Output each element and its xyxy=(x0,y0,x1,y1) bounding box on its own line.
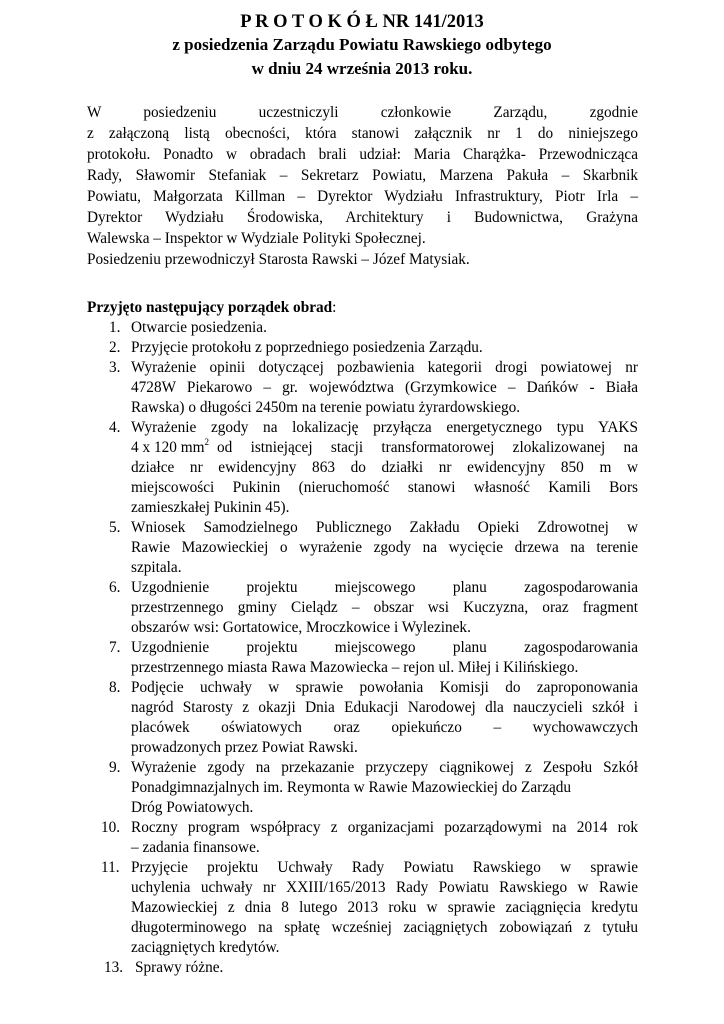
protocol-subtitle: z posiedzenia Zarządu Powiatu Rawskiego odbytego xyxy=(172,35,552,54)
intro-line: Rady, Sławomir Stefaniak – Sekretarz Powiatu, Marzena Pakuła – Skarbnik xyxy=(87,167,638,184)
agenda-item-text: uchylenia uchwały nr XXIII/165/2013 Rady Powiatu Rawskiego w Rawie xyxy=(131,879,638,896)
agenda-item-number: 13. xyxy=(104,959,124,976)
agenda-item-number: 2. xyxy=(109,339,121,356)
agenda-item-text: 4728W Piekarowo – gr. województwa (Grzymkowice – Dańków - Biała xyxy=(131,379,638,396)
agenda-item-text: Mazowieckiej z dnia 8 lutego 2013 roku w sprawie zaciągnięcia kredytu xyxy=(131,899,638,916)
agenda-item-text: Wyrażenie zgody na przekazanie przyczepy ciągnikowej z Zespołu Szkół xyxy=(131,759,638,776)
intro-line: z załączoną listą obecności, która stanowi załącznik nr 1 do niniejszego xyxy=(87,125,638,142)
agenda-item-text: Ponadgimnazjalnych im. Reymonta w Rawie Mazowieckiej do Zarządu xyxy=(131,779,572,796)
agenda-item-text: Uzgodnienie projektu miejscowego planu zagospodarowania xyxy=(131,579,638,596)
agenda-item-text: Wyrażenie opinii dotyczącej pozbawienia kategorii drogi powiatowej nr xyxy=(131,359,638,376)
agenda-item-number: 7. xyxy=(109,639,121,656)
agenda-item-text: Sprawy różne. xyxy=(135,959,224,976)
agenda-item-number: 11. xyxy=(101,859,120,876)
chairperson-line: Posiedzeniu przewodniczył Starosta Rawski – Józef Matysiak. xyxy=(87,251,470,268)
agenda-item-number: 5. xyxy=(109,519,121,536)
intro-line: Powiatu, Małgorzata Killman – Dyrektor Wydziału Infrastruktury, Piotr Irla – xyxy=(87,188,638,205)
agenda-item-text: zaciągniętych kredytów. xyxy=(131,939,280,956)
intro-line: Dyrektor Wydziału Środowiska, Architektury i Budownictwa, Grażyna xyxy=(87,209,638,226)
agenda-item-text xyxy=(131,438,209,458)
agenda-item-number: 3. xyxy=(109,359,121,376)
agenda-item-text: Wniosek Samodzielnego Publicznego Zakładu Opieki Zdrowotnej w xyxy=(131,519,638,536)
agenda-item-text: Przyjęcie projektu Uchwały Rady Powiatu Rawskiego w sprawie xyxy=(131,859,638,876)
agenda-item-number: 8. xyxy=(109,679,121,696)
agenda-item-text: szpitala. xyxy=(131,559,182,576)
agenda-heading xyxy=(87,298,638,318)
agenda-item-number: 10. xyxy=(101,819,121,836)
agenda-item-text: Uzgodnienie projektu miejscowego planu zagospodarowania xyxy=(131,639,638,656)
protocol-date: w dniu 24 września 2013 roku. xyxy=(251,59,473,78)
agenda-item-text: – zadania finansowe. xyxy=(131,839,260,856)
agenda-item-text: Roczny program współpracy z organizacjami pozarządowymi na 2014 rok xyxy=(131,819,638,836)
intro-line: protokołu. Ponadto w obradach brali udział: Maria Charążka- Przewodnicząca xyxy=(87,146,638,163)
agenda-item-number: 1. xyxy=(109,319,121,336)
agenda-item-text: Rawska) o długości 2450m na terenie powiatu żyrardowskiego. xyxy=(131,399,521,416)
agenda-item-text: miejscowości Pukinin (nieruchomość stanowi własność Kamili Bors xyxy=(131,479,638,496)
agenda-heading-text: Przyjęto następujący porządek obrad xyxy=(87,299,333,316)
agenda-item-number: 6. xyxy=(109,579,121,596)
agenda-heading-colon: : xyxy=(332,299,337,316)
agenda-item-text: Otwarcie posiedzenia. xyxy=(131,319,267,336)
agenda-item-text: zamieszkałej Pukinin 45). xyxy=(131,499,290,516)
protocol-title: P R O T O K Ó Ł NR 141/2013 xyxy=(240,12,484,32)
agenda-item-text: długoterminowego na spłatę wcześniej zaciągniętych zobowiązań z tytułu xyxy=(131,919,638,936)
agenda-item-number: 9. xyxy=(109,759,121,776)
agenda-item-text: placówek oświatowych oraz opiekuńczo – wychowawczych xyxy=(131,719,638,736)
agenda-item-text: przestrzennego miasta Rawa Mazowiecka – rejon ul. Miłej i Kilińskiego. xyxy=(131,659,579,676)
intro-line: Walewska – Inspektor w Wydziale Polityki Społecznej. xyxy=(87,230,426,247)
agenda-item-text: Dróg Powiatowych. xyxy=(131,799,254,816)
agenda-item-text: od istniejącej stacji transformatorowej zlokalizowanej na xyxy=(217,439,638,456)
cable-size-text: 4 x 120 mm xyxy=(131,439,205,456)
agenda-item-text: działce nr ewidencyjny 863 do działki nr ewidencyjny 850 m w xyxy=(131,459,638,476)
agenda-item-text: przestrzennego gminy Cielądz – obszar wsi Kuczyzna, oraz fragment xyxy=(131,599,638,616)
agenda-item-text: Rawie Mazowieckiej o wyrażenie zgody na wycięcie drzewa na terenie xyxy=(131,539,638,556)
agenda-item-text: prowadzonych przez Powiat Rawski. xyxy=(131,739,358,756)
agenda-item-line xyxy=(131,438,638,458)
agenda-item-text: Przyjęcie protokołu z poprzedniego posiedzenia Zarządu. xyxy=(131,339,483,356)
agenda-item-text: Podjęcie uchwały w sprawie powołania Komisji do zaproponowania xyxy=(131,679,638,696)
intro-line: W posiedzeniu uczestniczyli członkowie Zarządu, zgodnie xyxy=(87,104,638,121)
superscript: 2 xyxy=(204,436,210,447)
agenda-item-text: nagród Starosty z okazji Dnia Edukacji Narodowej dla nauczycieli szkół i xyxy=(131,699,638,716)
agenda-item-number: 4. xyxy=(109,419,121,436)
agenda-item-text: Wyrażenie zgody na lokalizację przyłącza energetycznego typu YAKS xyxy=(131,419,638,436)
agenda-item-text: obszarów wsi: Gortatowice, Mroczkowice i Wylezinek. xyxy=(131,619,471,636)
